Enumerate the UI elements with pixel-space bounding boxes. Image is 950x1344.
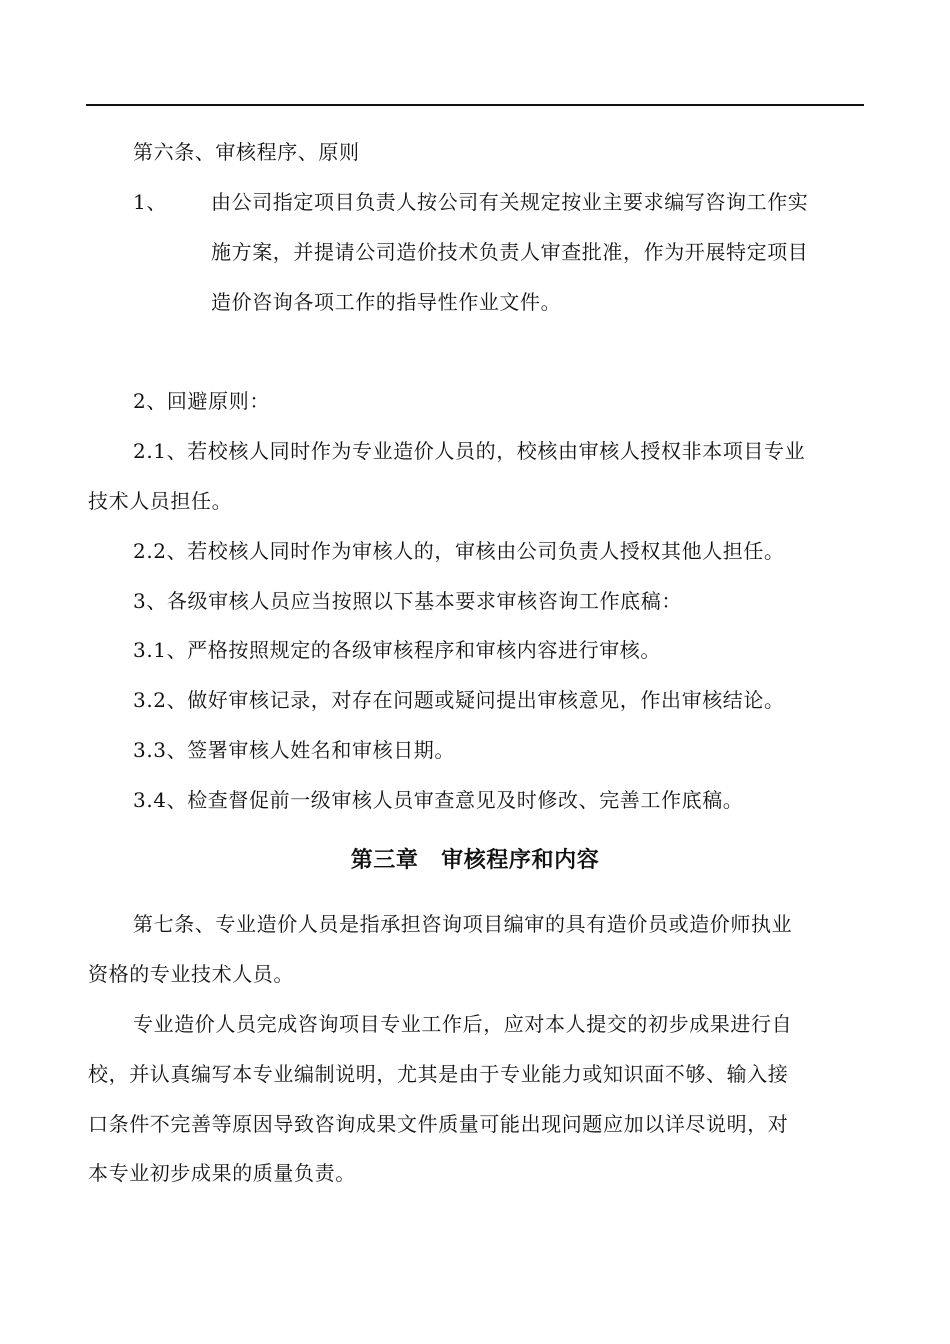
- chapter-3-heading: 第三章 审核程序和内容: [350, 848, 600, 873]
- article-7-line-1: 第七条、专业造价人员是指承担咨询项目编审的具有造价员或造价师执业: [133, 912, 793, 936]
- header-rule: [86, 104, 864, 106]
- paragraph-line-3: 口条件不完善等原因导致咨询成果文件质量可能出现问题应加以详尽说明，对: [88, 1112, 789, 1136]
- item-3-3: 3.3、签署审核人姓名和审核日期。: [133, 738, 456, 762]
- item-3-2: 3.2、做好审核记录，对存在问题或疑问提出审核意见，作出审核结论。: [133, 688, 785, 712]
- item-1-line-3: 造价咨询各项工作的指导性作业文件。: [211, 290, 562, 314]
- item-2-title: 2、回避原则：: [133, 389, 270, 413]
- item-1-number: 1、: [133, 190, 167, 214]
- item-2-2: 2.2、若校核人同时作为审核人的，审核由公司负责人授权其他人担任。: [133, 539, 785, 563]
- paragraph-line-4: 本专业初步成果的质量负责。: [88, 1161, 356, 1185]
- item-2-1-line-2: 技术人员担任。: [88, 489, 233, 513]
- paragraph-line-2: 校，并认真编写本专业编制说明，尤其是由于专业能力或知识面不够、输入接: [88, 1062, 789, 1086]
- item-1-line-2: 施方案，并提请公司造价技术负责人审查批准，作为开展特定项目: [211, 240, 809, 264]
- item-2-1-line-1: 2.1、若校核人同时作为专业造价人员的，校核由审核人授权非本项目专业: [133, 439, 806, 463]
- paragraph-line-1: 专业造价人员完成咨询项目专业工作后，应对本人提交的初步成果进行自: [133, 1012, 793, 1036]
- item-1-line-1: 由公司指定项目负责人按公司有关规定按业主要求编写咨询工作实: [211, 190, 809, 214]
- item-3-4: 3.4、检查督促前一级审核人员审查意见及时修改、完善工作底稿。: [133, 788, 744, 812]
- item-3-1: 3.1、严格按照规定的各级审核程序和审核内容进行审核。: [133, 638, 662, 662]
- item-3-title: 3、各级审核人员应当按照以下基本要求审核咨询工作底稿：: [133, 589, 682, 613]
- article-7-line-2: 资格的专业技术人员。: [88, 962, 294, 986]
- article-6-title: 第六条、审核程序、原则: [133, 140, 360, 164]
